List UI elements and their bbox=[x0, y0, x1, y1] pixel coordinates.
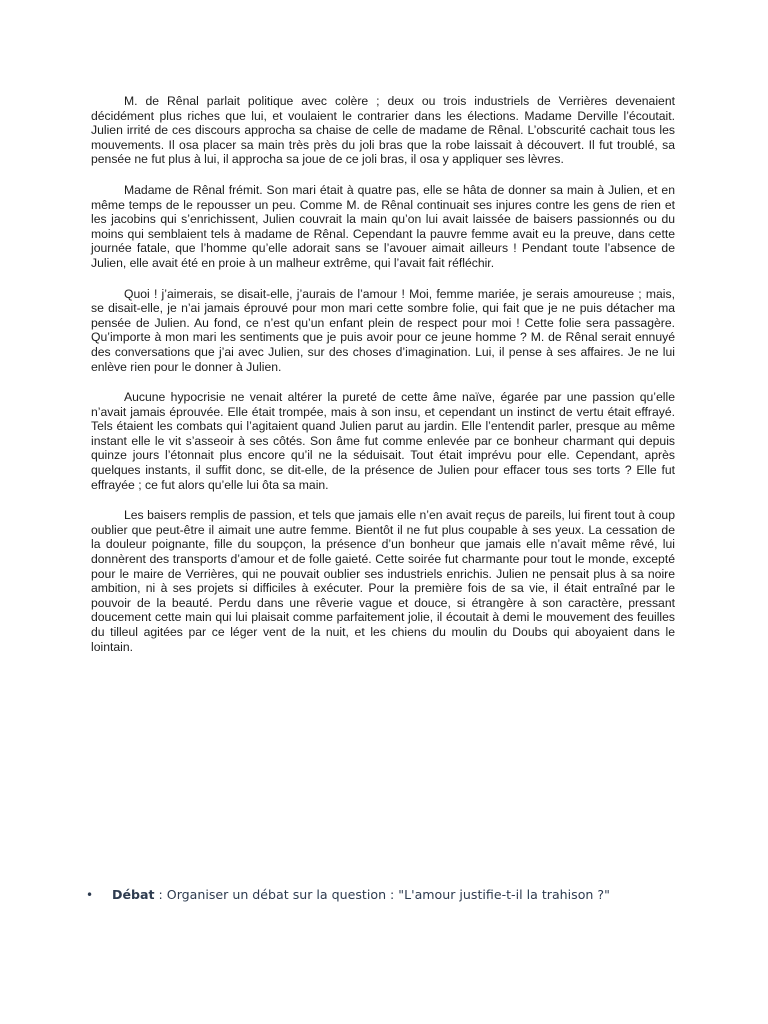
paragraph-4: Aucune hypocrisie ne venait altérer la pureté de cette âme naïve, égarée par une passion qu’elle n’avait jamais éprouvée. Elle était trompée, mais à son insu, et cependant un instinct de vertu était effrayé. Tels étaient les combats qui l’agitaient quand Julien parut au jardin. Elle l’entendit parler, presque au même instant elle le vit s’asseoir à ses côtés. Son âme fut comme enlevée par ce bonheur charmant qui depuis quinze jours l’étonnait plus encore qu’il ne la séduisait. Tout était imprévu pour elle. Cependant, après quelques instants, il suffit donc, se dit-elle, de la présence de Julien pour effacer tous ses torts ? Elle fut effrayée ; ce fut alors qu’elle lui ôta sa main. bbox=[91, 390, 675, 492]
novel-excerpt bbox=[91, 94, 675, 670]
paragraph-1: M. de Rênal parlait politique avec colère ; deux ou trois industriels de Verrières devenaient décidément plus riches que lui, et voulaient le contrarier dans les élections. Madame Derville l’écoutait. Julien irrité de ces discours approcha sa chaise de celle de madame de Rênal. L’obscurité cachait tous les mouvements. Il osa placer sa main très près du joli bras que la robe laissait à découvert. Il fut troublé, sa pensée ne fut plus à lui, il approcha sa joue de ce joli bras, il osa y appliquer ses lèvres. bbox=[91, 94, 675, 167]
activity-text: Organiser un débat sur la question : "L'amour justifie-t-il la trahison ?" bbox=[166, 887, 610, 902]
activity-separator: : bbox=[154, 887, 167, 902]
activity-text-wrapper bbox=[112, 886, 610, 904]
paragraph-2: Madame de Rênal frémit. Son mari était à quatre pas, elle se hâta de donner sa main à Julien, et en même temps de le repousser un peu. Comme M. de Rênal continuait ses injures contre les gens de rien et les jacobins qui s’enrichissent, Julien couvrait la main qu’on lui avait laissée de baisers passionnés ou du moins qui semblaient tels à madame de Rênal. Cependant la pauvre femme avait eu la preuve, dans cette journée fatale, que l’homme qu’elle adorait sans se l’avouer aimait ailleurs ! Pendant toute l’absence de Julien, elle avait été en proie à un malheur extrême, qui l’avait fait réfléchir. bbox=[91, 182, 675, 270]
bullet-icon: • bbox=[86, 888, 94, 902]
activity-label: Débat bbox=[112, 887, 155, 902]
paragraph-5: Les baisers remplis de passion, et tels que jamais elle n’en avait reçus de pareils, lui firent tout à coup oublier que peut-être il aimait une autre femme. Bientôt il ne fut plus coupable à ses yeux. La cessation de la douleur poignante, fille du soupçon, la présence d’un bonheur que jamais elle n’avait même rêvé, lui donnèrent des transports d’amour et de folle gaieté. Cette soirée fut charmante pour tout le monde, excepté pour le maire de Verrières, qui ne pouvait oublier ses industriels enrichis. Julien ne pensait plus à sa noire ambition, ni à ses projets si difficiles à exécuter. Pour la première fois de sa vie, il était entraîné par le pouvoir de la beauté. Perdu dans une rêverie vague et douce, si étrangère à son caractère, pressant doucement cette main qui lui plaisait comme parfaitement jolie, il écoutait à demi le mouvement des feuilles du tilleul agitées par ce léger vent de la nuit, et les chiens du moulin du Doubs qui aboyaient dans le lointain. bbox=[91, 508, 675, 654]
paragraph-3: Quoi ! j’aimerais, se disait-elle, j’aurais de l’amour ! Moi, femme mariée, je serais amoureuse ; mais, se disait-elle, je n’ai jamais éprouvé pour mon mari cette sombre folie, qui fait que je ne puis détacher ma pensée de Julien. Au fond, ce n’est qu’un enfant plein de respect pour moi ! Cette folie sera passagère. Qu’importe à mon mari les sentiments que je puis avoir pour ce jeune homme ? M. de Rênal serait ennuyé des conversations que j’ai avec Julien, sur des choses d’imagination. Lui, il pense à ses affaires. Je ne lui enlève rien pour le donner à Julien. bbox=[91, 286, 675, 374]
activity-list bbox=[86, 886, 706, 904]
list-item bbox=[86, 886, 706, 904]
